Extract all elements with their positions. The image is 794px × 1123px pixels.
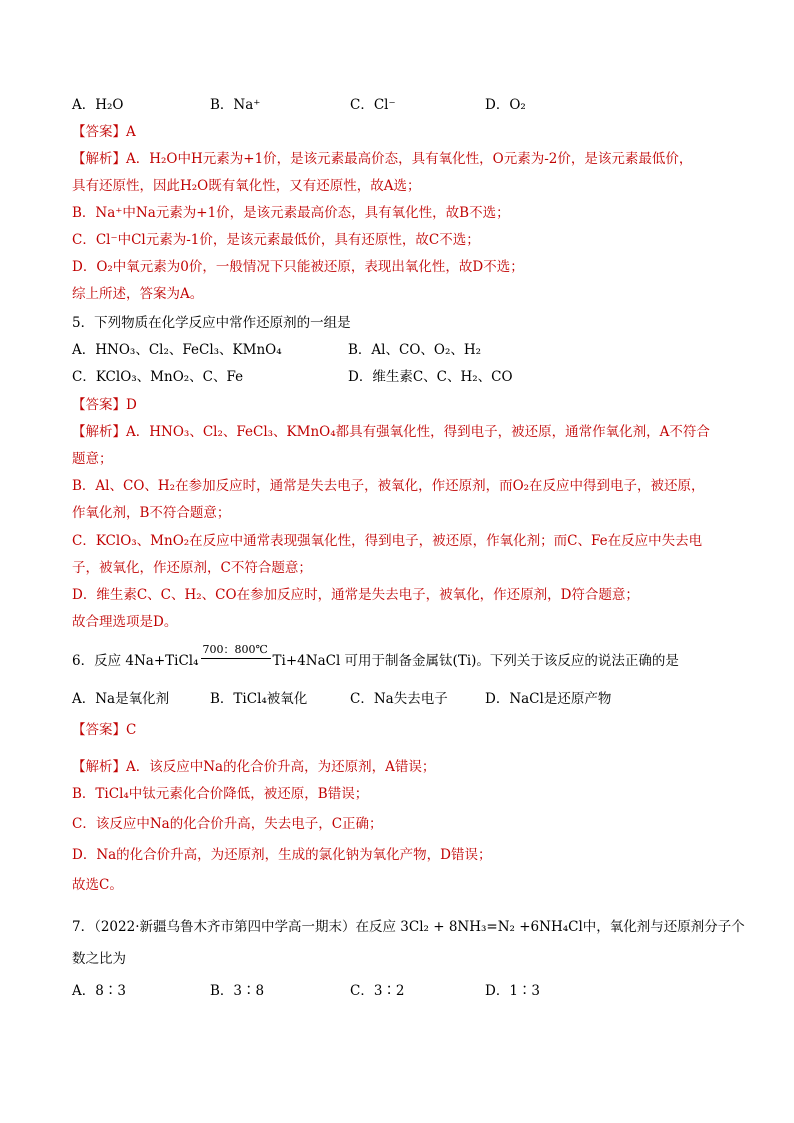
q4-answer xyxy=(72,123,136,141)
q7-option-c: C．3∶2 xyxy=(350,983,405,999)
answer-tag: 【答案】 xyxy=(72,722,126,738)
analysis-tag: 【解析】 xyxy=(72,424,126,440)
q5-stem: 5．下列物质在化学反应中常作还原剂的一组是 xyxy=(72,315,351,331)
analysis-tag: 【解析】 xyxy=(72,151,126,167)
q5-option-b: B．Al、CO、O₂、H₂ xyxy=(348,342,482,358)
analysis-text: A．该反应中Na的化合价升高，为还原剂，A错误； xyxy=(126,759,436,775)
q6-analysis-line-5: 故选C。 xyxy=(72,877,123,893)
q5-analysis-line-8: 故合理选项是D。 xyxy=(72,614,178,630)
q6-analysis-line-1 xyxy=(72,758,435,776)
q6-answer xyxy=(72,721,136,739)
q4-analysis-line-6: 综上所述，答案为A。 xyxy=(72,286,204,302)
q6-option-a: A．Na是氧化剂 xyxy=(72,691,170,707)
q4-analysis-line-2: 具有还原性，因此H₂O既有氧化性，又有还原性，故A选； xyxy=(72,178,421,194)
q6-analysis-line-4: D．Na的化合价升高，为还原剂，生成的氯化钠为氧化产物，D错误； xyxy=(72,847,492,863)
answer-tag: 【答案】 xyxy=(72,397,126,413)
q6-stem-products: Ti+4NaCl 可用于制备金属钛(Ti)。下列关于该反应的说法正确的是 xyxy=(272,653,679,669)
q4-analysis-line-5: D．O₂中氧元素为0价，一般情况下只能被还原，表现出氧化性，故D不选； xyxy=(72,259,524,275)
q4-option-b: B．Na⁺ xyxy=(210,97,261,113)
q4-analysis-line-3: B．Na⁺中Na元素为+1价，是该元素最高价态，具有氧化性，故B不选； xyxy=(72,205,510,221)
answer-value: C xyxy=(126,722,137,738)
q5-analysis-line-6: 子，被氧化，作还原剂，C不符合题意； xyxy=(72,560,312,576)
q6-stem xyxy=(72,643,679,670)
q6-option-c: C．Na失去电子 xyxy=(350,691,448,707)
q5-answer xyxy=(72,396,137,414)
q5-analysis-line-2: 题意； xyxy=(72,451,113,467)
q6-stem-reactants: 6．反应 4Na+TiCl₄ xyxy=(72,653,199,669)
q6-option-b: B．TiCl₄被氧化 xyxy=(210,691,308,707)
reaction-condition-text: 700：800℃ xyxy=(202,643,268,656)
q7-option-b: B．3∶8 xyxy=(210,983,265,999)
q5-analysis-line-1 xyxy=(72,423,710,441)
q5-analysis-line-5: C．KClO₃、MnO₂在反应中通常表现强氧化性，得到电子，被还原，作氧化剂；而C、Fe在反应中失去电 xyxy=(72,533,703,549)
q7-stem-line-1: 7．（2022·新疆乌鲁木齐市第四中学高一期末）在反应 3Cl₂ + 8NH₃=N₂ +6NH₄Cl中，氧化剂与还原剂分子个 xyxy=(72,919,745,935)
q4-option-a: A．H₂O xyxy=(72,97,124,113)
q5-option-c: C．KClO₃、MnO₂、C、Fe xyxy=(72,369,244,385)
q7-option-a: A．8∶3 xyxy=(72,983,126,999)
q4-option-c: C．Cl⁻ xyxy=(350,97,396,113)
q5-option-a: A．HNO₃、Cl₂、FeCl₃、KMnO₄ xyxy=(72,342,282,358)
q6-analysis-line-3: C．该反应中Na的化合价升高，失去电子，C正确； xyxy=(72,816,383,832)
q5-option-d: D．维生素C、C、H₂、CO xyxy=(348,369,513,385)
q5-analysis-line-4: 作氧化剂，B不符合题意； xyxy=(72,505,231,521)
q7-stem-line-2: 数之比为 xyxy=(72,951,126,967)
q5-analysis-line-7: D．维生素C、C、H₂、CO在参加反应时，通常是失去电子，被氧化，作还原剂，D符合题意； xyxy=(72,587,639,603)
q4-option-d: D．O₂ xyxy=(485,97,526,113)
q6-analysis-line-2: B．TiCl₄中钛元素化合价降低，被还原，B错误； xyxy=(72,786,369,802)
analysis-tag: 【解析】 xyxy=(72,759,126,775)
q4-analysis-line-1 xyxy=(72,150,692,168)
q7-option-d: D．1∶3 xyxy=(485,983,541,999)
analysis-text: A．H₂O中H元素为+1价，是该元素最高价态，具有氧化性，O元素为-2价，是该元素最低价， xyxy=(126,151,693,167)
answer-value: D xyxy=(126,397,137,413)
q6-option-d: D．NaCl是还原产物 xyxy=(485,691,612,707)
answer-tag: 【答案】 xyxy=(72,124,126,140)
reaction-condition xyxy=(201,643,271,670)
reaction-arrow-line xyxy=(201,658,271,659)
analysis-text: A．HNO₃、Cl₂、FeCl₃、KMnO₄都具有强氧化性，得到电子，被还原，通常作氧化剂，A不符合 xyxy=(126,424,710,440)
answer-value: A xyxy=(126,124,136,140)
q5-analysis-line-3: B．Al、CO、H₂在参加反应时，通常是失去电子，被氧化，作还原剂，而O₂在反应中得到电子，被还原， xyxy=(72,478,705,494)
q4-analysis-line-4: C．Cl⁻中Cl元素为-1价，是该元素最低价，具有还原性，故C不选； xyxy=(72,232,480,248)
